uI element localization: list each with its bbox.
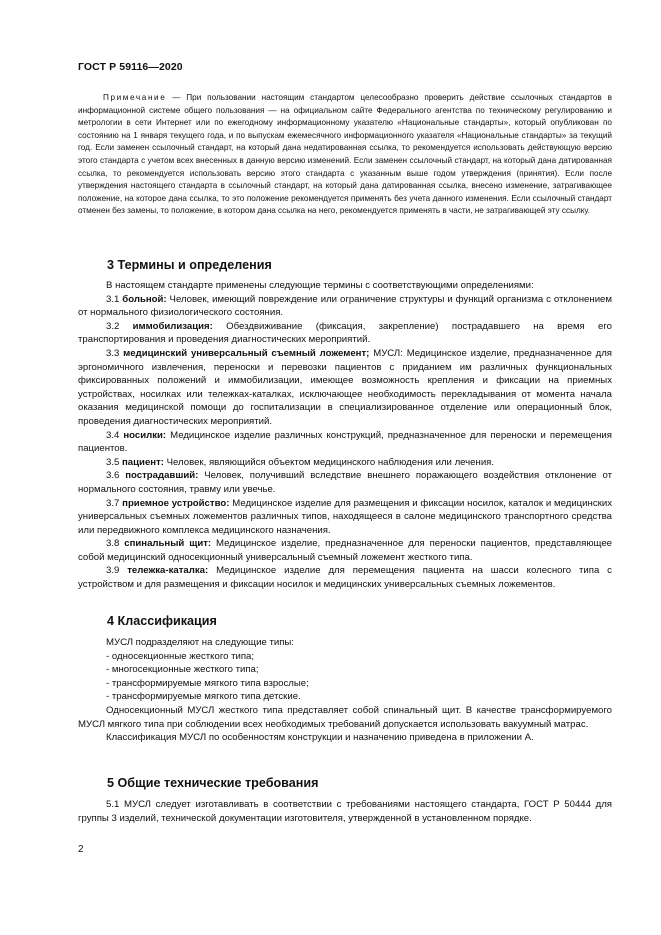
section-5-paragraph: 5.1 МУСЛ следует изготавливать в соответствии с требованиями настоящего стандарта, ГОСТ Р 50444 для группы 3 изделий, технической документации изготовителя, утвержденной в установленном порядке. [78, 799, 612, 824]
page-number: 2 [78, 844, 84, 855]
term-3-8: 3.8 спинальный щит: Медицинское изделие, предназначенное для переноски пациентов, представляющее собой медицинский односекционный универсальный съемный ложемент жесткого типа. [78, 538, 612, 563]
note-paragraph [78, 92, 612, 218]
section-5-title: 5 Общие технические требования [107, 776, 319, 790]
term-3-7: 3.7 приемное устройство: Медицинское изделие для размещения и фиксации носилок, каталок и медицинских универсальных съемных ложементов различных типов, находящееся в салоне медицинского транспортного средства или передвижного комплекса медицинского назначения. [78, 497, 612, 536]
reference-note [78, 92, 612, 218]
term-3-9: 3.9 тележка-каталка: Медицинское изделие для перемещения пациента на шасси колесного типа с устройством и для размещения и фиксации носилок и медицинских универсальных съемных ложементов. [78, 565, 612, 591]
term-3-5: 3.5 пациент: Человек, являющийся объектом медицинского наблюдения или лечения. [106, 456, 495, 468]
term-3-3: 3.3 медицинский универсальный съемный ложемент; МУСЛ: Медицинское изделие, предназначенное для эргономичного извлечения, переноски и перевозки пациентов с приданием им различных функциональных фиксированных положений и иммобилизации, имеющее возможность крепления и фиксации на приемных устройствах, носилках или тележках-каталках, исключающее необходимость перекладывания от момента начала оказания медицинской помощи до госпитализации в специализированное отделение или операционный блок, проведения диагностических мероприятий. [78, 347, 612, 427]
list-item: - многосекционные жесткого типа; [106, 664, 259, 676]
section-3-body [78, 279, 612, 592]
section-4-body [78, 636, 612, 745]
note-text: — При пользовании настоящим стандартом целесообразно проверить действие ссылочных стандартов в информационной системе общего пользования — на официальном сайте Федерального агентства по техническому регулированию и метрологии в сети Интернет или по ежегодному информационному указателю «Национальные стандарты», который опубликован по состоянию на 1 января текущего года, и по выпускам ежемесячного информационного указателя «Национальные стандарты» за текущий год. Если заменен ссылочный стандарт, на который дана недатированная ссылка, то рекомендуется использовать действующую версию этого стандарта с учетом всех внесенных в данную версию изменений. Если заменен ссылочный стандарт, на который дана датированная ссылка, то рекомендуется использовать версию этого стандарта с указанным выше годом утверждения (принятия). Если после утверждения настоящего стандарта в ссылочный стандарт, на который дана датированная ссылка, внесено изменение, затрагивающее положение, на которое дана ссылка, то это положение рекомендуется применять без учета данного изменения. Если ссылочный стандарт отменен без замены, то положение, в котором дана ссылка на него, рекомендуется применять в части, не затрагивающей эту ссылку. [78, 93, 612, 216]
section-4-paragraph: Односекционный МУСЛ жесткого типа представляет собой спинальный щит. В качестве трансформируемого МУСЛ мягкого типа при соблюдении всех необходимых требований допускается использовать вакуумный матрас. [78, 704, 612, 730]
list-item: - трансформируемые мягкого типа детские. [106, 691, 301, 703]
section-3-title: 3 Термины и определения [107, 258, 272, 272]
term-3-2: 3.2 иммобилизация: Обездвиживание (фиксация, закрепление) пострадавшего на время его транспортирования и проведения диагностических мероприятий. [78, 320, 612, 346]
section-3-intro: В настоящем стандарте применены следующие термины с соответствующими определениями: [106, 280, 534, 291]
standard-header: ГОСТ Р 59116—2020 [78, 61, 183, 73]
note-label: Примечание [103, 93, 167, 102]
section-4-intro: МУСЛ подразделяют на следующие типы: [106, 637, 294, 648]
list-item: - односекционные жесткого типа; [106, 650, 255, 662]
section-4-paragraph: Классификация МУСЛ по особенностям конструкции и назначению приведена в приложении А. [106, 732, 534, 744]
section-4-title: 4 Классификация [107, 614, 217, 628]
term-3-4: 3.4 носилки: Медицинское изделие различных конструкций, предназначенное для переноски и перемещения пациентов. [78, 429, 612, 455]
term-3-6: 3.6 пострадавший: Человек, получивший вследствие внешнего поражающего воздействия отклонение от нормального состояния, травму или увечье. [78, 470, 612, 495]
list-item: - трансформируемые мягкого типа взрослые; [106, 677, 309, 689]
section-5-body [78, 798, 612, 825]
term-3-1: 3.1 больной: Человек, имеющий повреждение или ограничение структуры и функций организма с отклонением от нормального физиологического состояния. [78, 293, 612, 319]
